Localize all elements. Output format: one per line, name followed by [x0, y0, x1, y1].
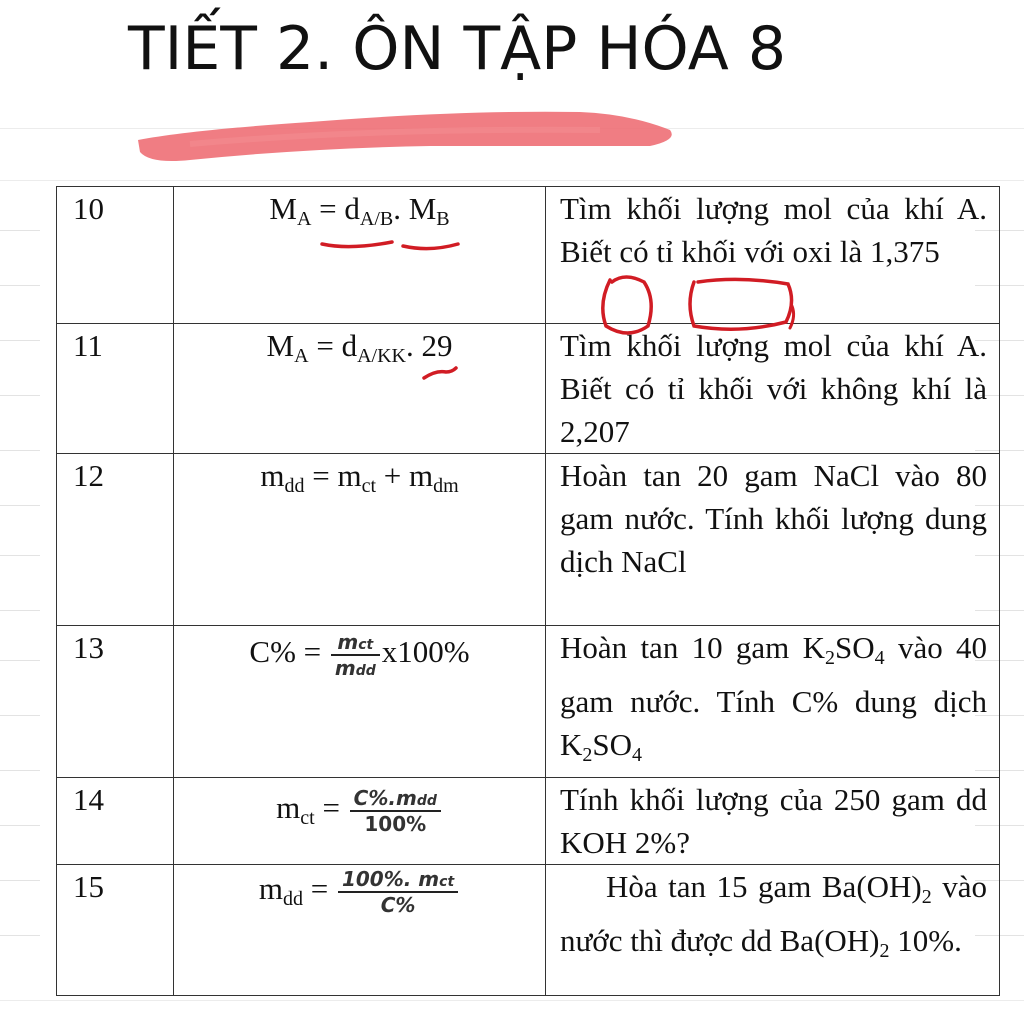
problem-text: Tìm khối lượng mol của khí A. Biết có tỉ khối với không khí là 2,207 [560, 328, 987, 449]
problem-cell [546, 626, 1000, 778]
row-number: 14 [57, 778, 174, 865]
formula-cell [174, 626, 546, 778]
formula: $m_{dd}$ = $\frac{\text{100\%. mct}}{C\%}$ [259, 867, 460, 921]
table-row [57, 324, 1000, 454]
formula-cell [174, 865, 546, 996]
problem-cell [546, 778, 1000, 865]
problem-cell [546, 454, 1000, 626]
row-number: 12 [57, 454, 174, 626]
table-row [57, 626, 1000, 778]
table-row [57, 865, 1000, 996]
formula-cell [174, 187, 546, 324]
problem-text: Hoàn tan 20 gam NaCl vào 80 gam nước. Tính khối lượng dung dịch NaCl [560, 458, 987, 579]
row-number: 10 [57, 187, 174, 324]
table-row [57, 187, 1000, 324]
problem-text: Hòa tan 15 gam $Ba(OH)_2$ vào nước thì được dd $Ba(OH)_2$ 10%. [560, 869, 988, 962]
formula-cell [174, 778, 546, 865]
row-number: 13 [57, 626, 174, 778]
row-number: 11 [57, 324, 174, 454]
formula-cell [174, 454, 546, 626]
formula-cell [174, 324, 546, 454]
formula: $M_A = d_{A/KK}$. 29 [266, 328, 453, 367]
fraction: $\frac{\text{mct}}{\text{mdd}}$ [331, 630, 380, 680]
page-title: TIẾT 2. ÔN TẬP HÓA 8 [128, 14, 787, 84]
highlighter-stroke [130, 100, 690, 170]
problem-cell [546, 187, 1000, 324]
formula: $m_{ct}$ = $\frac{\text{C\%.mdd}}{100\%}$ [276, 786, 443, 840]
formula: $m_{dd} = m_{ct} + m_{dm}$ [260, 458, 459, 497]
problem-text: Tìm khối lượng mol của khí A. Biết có tỉ khối với oxi là 1,375 [560, 191, 987, 269]
problem-cell [546, 324, 1000, 454]
fraction: $\frac{\text{100\%. mct}}{C\%}$ [338, 867, 458, 917]
fraction: $\frac{\text{C\%.mdd}}{100\%}$ [350, 786, 441, 836]
formula: $M_A = d_{A/B}$. $M_B$ [269, 191, 450, 230]
formula: C% = $\frac{\text{mct}}{\text{mdd}}$ x100% [249, 630, 470, 680]
table-row [57, 778, 1000, 865]
row-number: 15 [57, 865, 174, 996]
formula-table [56, 186, 1000, 996]
problem-cell [546, 865, 1000, 996]
problem-text: Hoàn tan 10 gam $K_2SO_4$ vào 40 gam nước. Tính C% dung dịch $K_2SO_4$ [560, 630, 988, 766]
problem-text: Tính khối lượng của 250 gam dd KOH 2%? [560, 782, 987, 860]
table-row [57, 454, 1000, 626]
